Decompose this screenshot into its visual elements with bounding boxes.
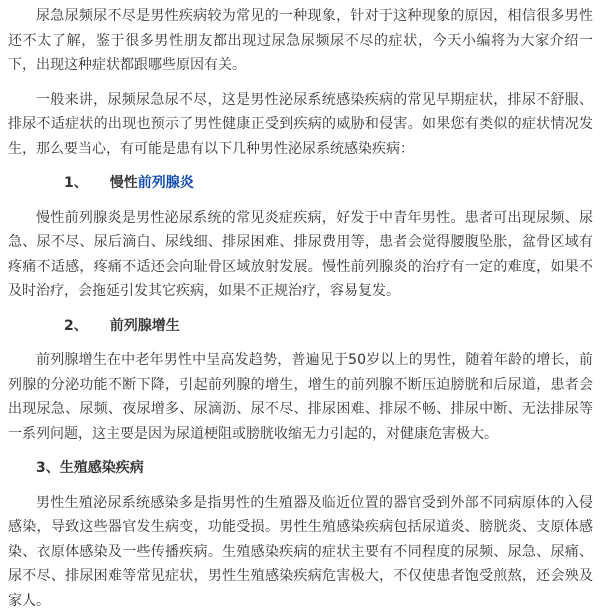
section-2-heading (8, 314, 593, 339)
section-1-body: 慢性前列腺炎是男性泌尿系统的常见炎症疾病，好发于中青年男性。患者可出现尿频、尿急、尿不尽、尿后滴白、尿线细、排尿困难、排尿费用等，患者会觉得腰腹坠胀，盆骨区域有疼痛不适感，疼痛不适还会向耻骨区域放射发展。慢性前列腺炎的治疗有一定的难度，如果不及时治疗，会拖延引发其它疾病，如果不正规治疗，容易复发。 (8, 206, 593, 304)
section-2-body: 前列腺增生在中老年男性中呈高发趋势，普遍见于50岁以上的男性，随着年龄的增长，前列腺的分泌功能不断下降，引起前列腺的增生，增生的前列腺不断压迫膀胱和后尿道，患者会出现尿急、尿频、夜尿增多、尿滴沥、尿不尽、排尿困难、排尿不畅、排尿中断、无法排尿等一系列问题，这主要是因为尿道梗阻或膀胱收缩无力引起的，对健康危害极大。 (8, 348, 593, 446)
section-1-title-prefix: 慢性 (110, 175, 138, 191)
section-3-body: 男性生殖泌尿系统感染多是指男性的生殖器及临近位置的器官受到外部不同病原体的入侵感染，导致这些器官发生病变，功能受损。男性生殖感染疾病包括尿道炎、膀胱炎、支原体感染、衣原体感染及一些传播疾病。生殖感染疾病的症状主要有不同程度的尿频、尿急、尿痛、尿不尽、排尿困难等常见症状，男性生殖感染疾病危害极大，不仅使患者饱受煎熬，还会殃及家人。 (8, 491, 593, 613)
section-1-heading (8, 171, 593, 196)
section-1-title-keyword-link[interactable]: 前列腺炎 (138, 175, 194, 191)
overview-paragraph: 一般来讲，尿频尿急尿不尽，这是男性泌尿系统感染疾病的常见早期症状，排尿不舒服、排尿不适症状的出现也预示了男性健康正受到疾病的威胁和侵害。如果您有类似的症状情况发生，那么要当心，有可能是患有以下几种男性泌尿系统感染疾病： (8, 88, 593, 162)
section-3-heading (8, 456, 593, 481)
section-2-title: 前列腺增生 (110, 318, 180, 334)
section-1-number: 1、 (36, 171, 110, 196)
intro-paragraph: 尿急尿频尿不尽是男性疾病较为常见的一种现象，针对于这种现象的原因，相信很多男性还不太了解，鉴于很多男性朋友都出现过尿急尿频尿不尽的症状，今天小编将为大家介绍一下，出现这种症状都跟哪些原因有关。 (8, 4, 593, 78)
section-2-number: 2、 (36, 314, 110, 339)
section-3-number: 3、 (36, 460, 60, 476)
section-3-title: 生殖感染疾病 (60, 460, 144, 476)
